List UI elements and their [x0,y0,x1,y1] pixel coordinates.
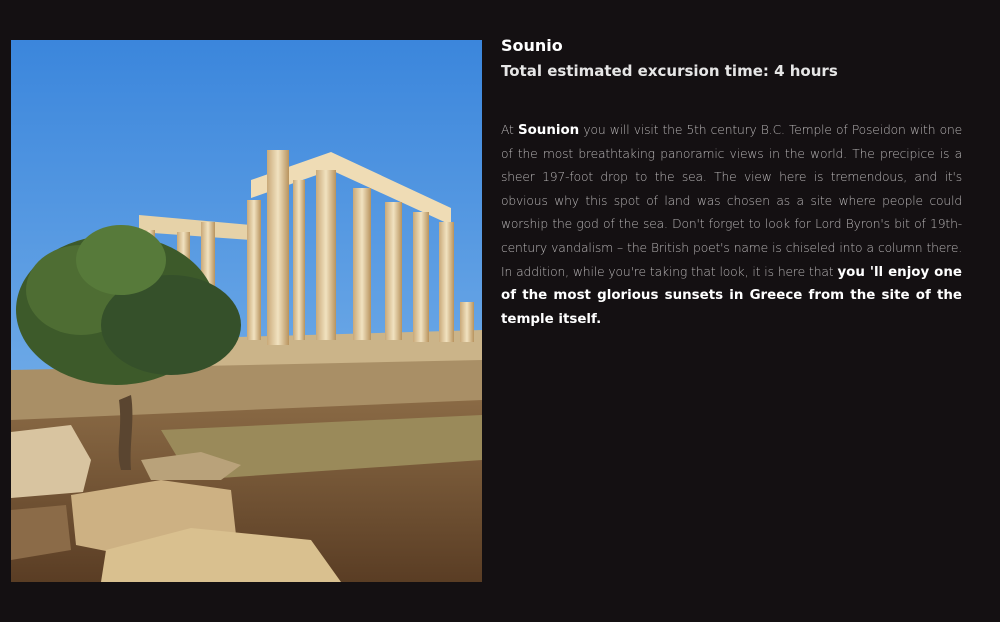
excursion-text [501,36,962,344]
description-text: you will visit the 5th century B.C. Temple of Poseidon with one of the most breathtaking panoramic views in the world. The precipice is a sheer 197-foot drop to the sea. The view here is tremendous, and it's obvious why this spot of land was chosen as a site where people could worship the god of the sea. Don't forget to look for Lord Byron's bit of 19th-century vandalism – the British poet's name is chiseled into a column there. In addition, while you're taking that look, it is here that [501,123,963,279]
sunset-highlight: you 'll enjoy one of the most glorious sunsets in Greece from the site of the temple itself. [501,264,962,327]
page-title: Sounio [501,36,563,55]
excursion-duration: Total estimated excursion time: 4 hours [501,62,838,80]
place-name: Sounion [517,123,580,138]
temple-of-poseidon-photo [11,40,482,582]
photo-illustration [11,40,482,582]
description-intro: At [501,123,518,137]
description-paragraph [501,119,962,331]
